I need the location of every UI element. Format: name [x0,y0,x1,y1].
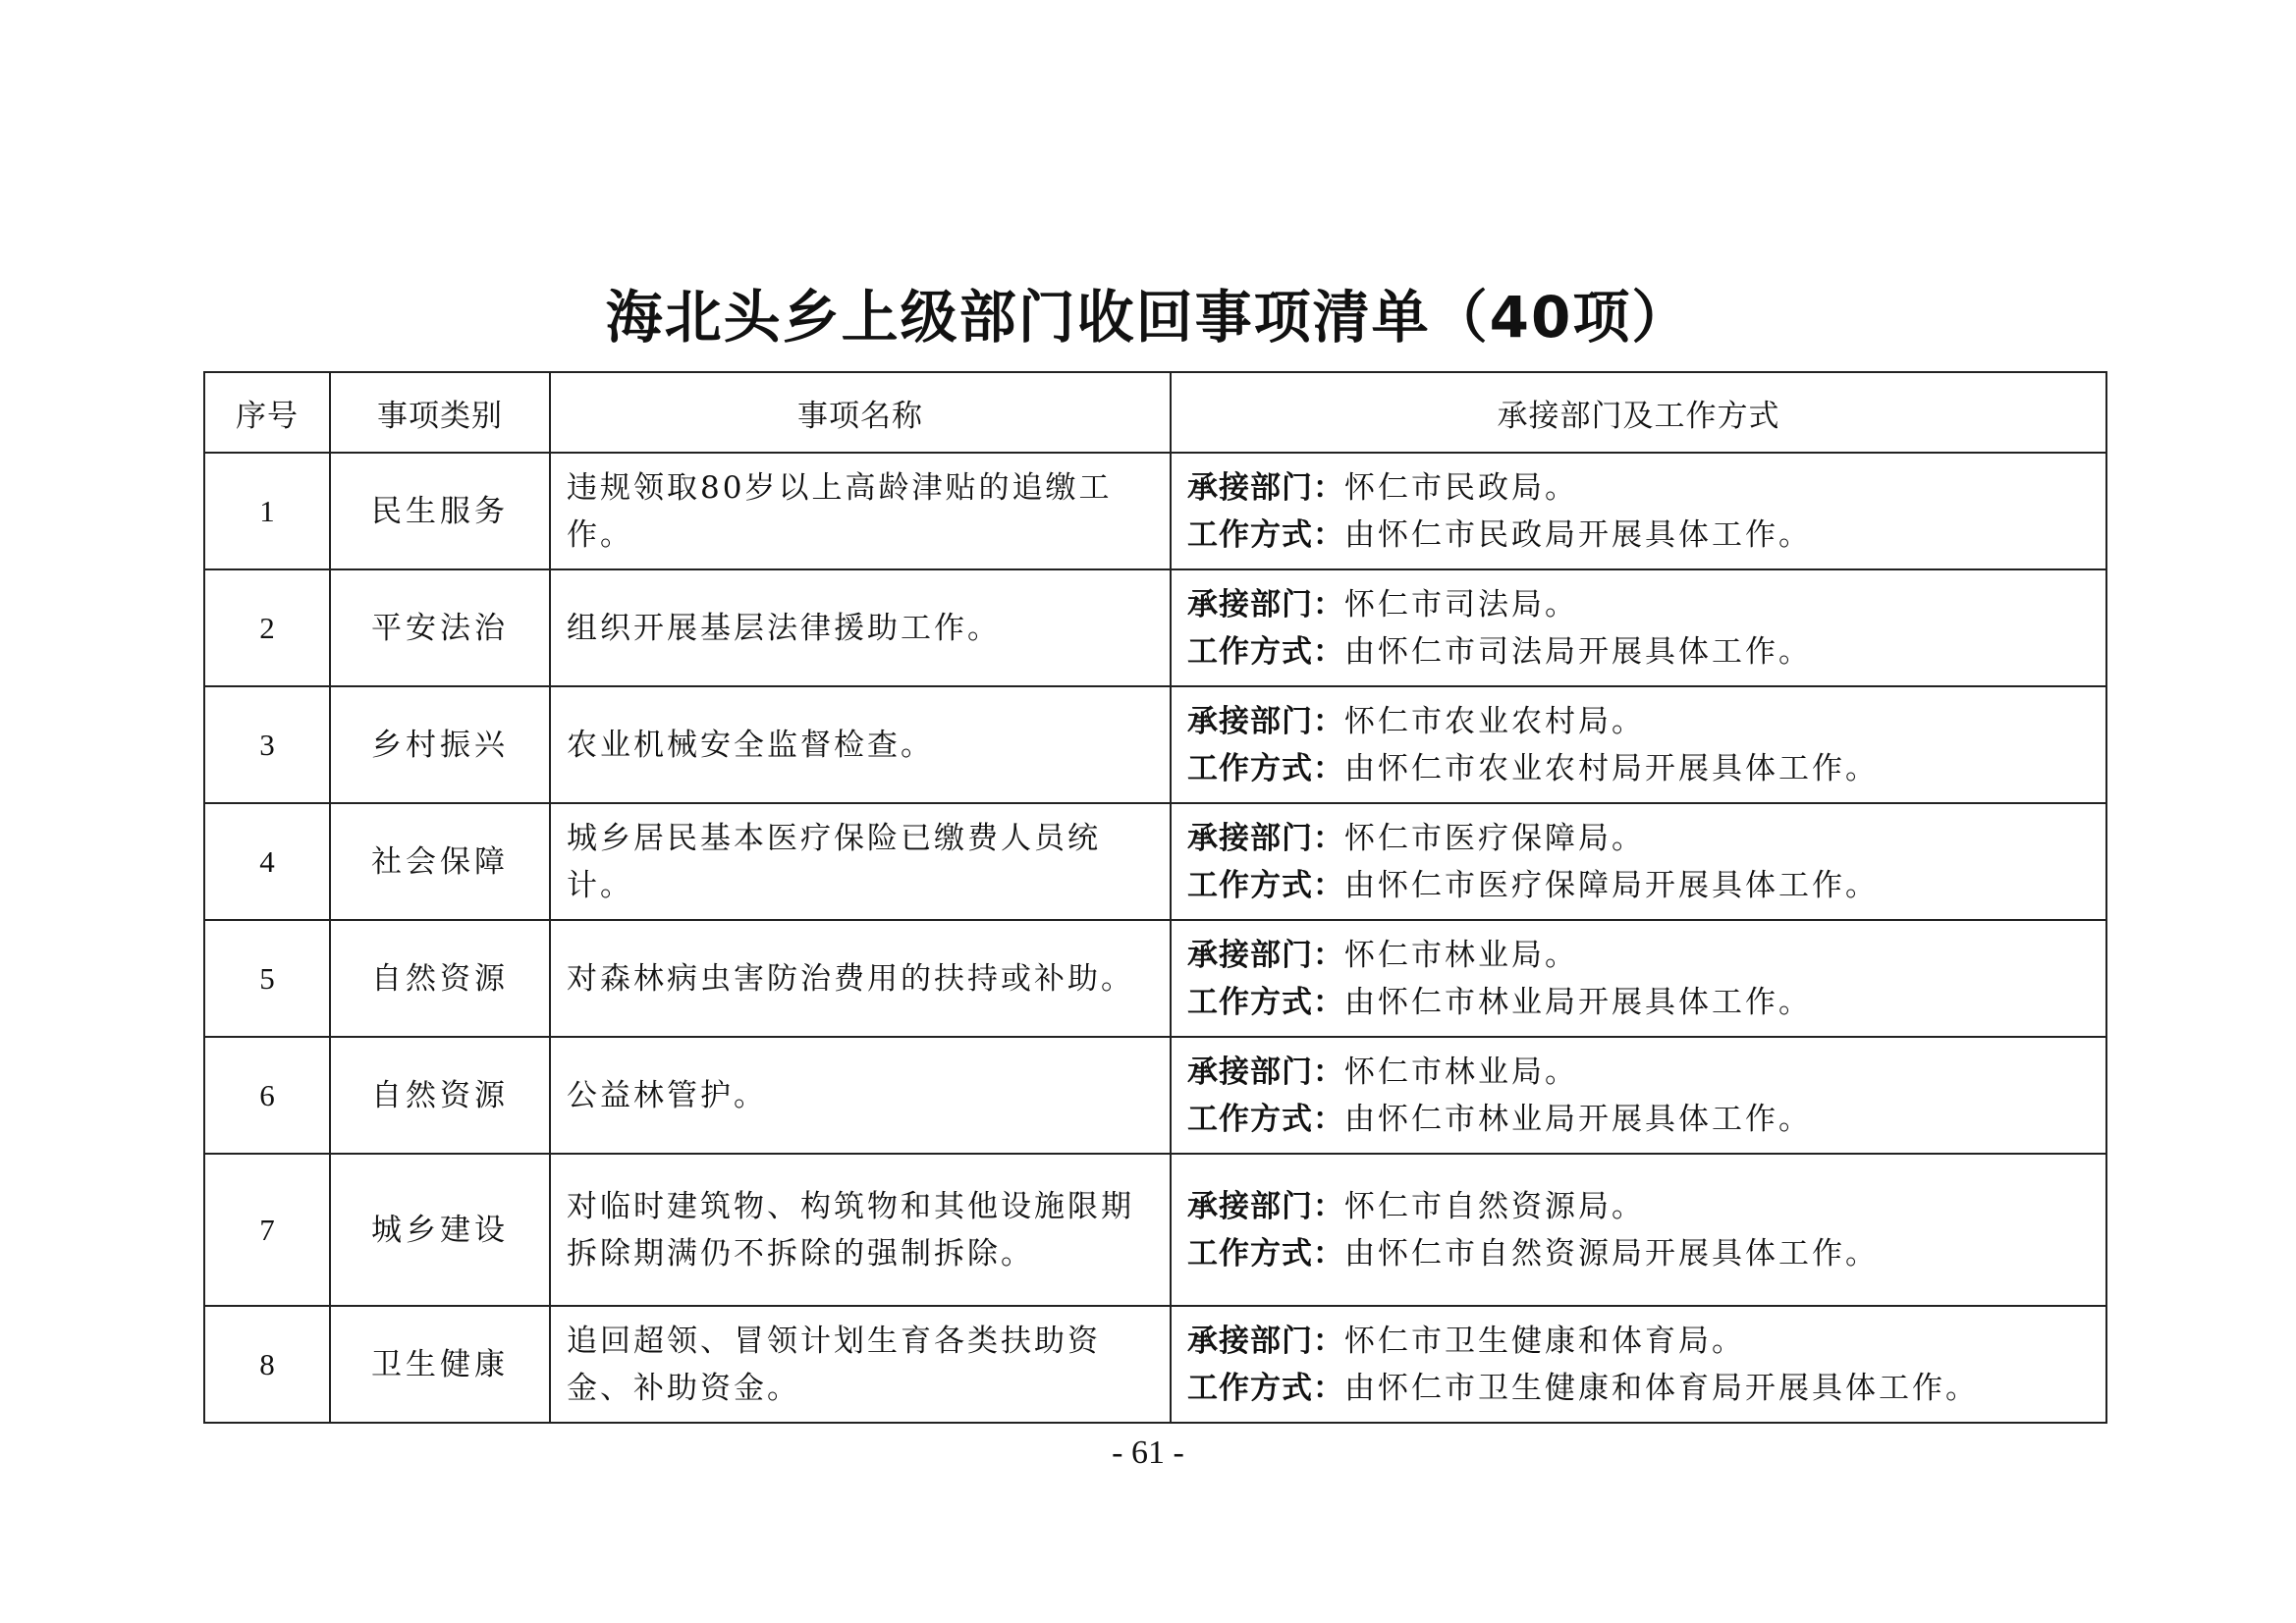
table-row [204,453,2106,569]
table-row [204,1306,2106,1423]
table-row [204,920,2106,1037]
header-name: 事项名称 [550,372,1171,453]
method-label: 工作方式： [1187,1235,1344,1271]
table-row [204,1037,2106,1154]
page-title: 海北头乡上级部门收回事项清单（40项） [605,283,1691,351]
department-line [1187,815,2105,862]
method-label: 工作方式： [1187,750,1344,786]
table-header-row [204,372,2106,453]
department-line [1187,1183,2105,1230]
row-item-name: 组织开展基层法律援助工作。 [550,569,1171,686]
method-value: 由怀仁市民政局开展具体工作。 [1344,516,1812,553]
department-line [1187,932,2105,979]
header-no: 序号 [204,372,330,453]
department-line [1187,1318,2105,1365]
method-label: 工作方式： [1187,1101,1344,1137]
row-no: 7 [204,1154,330,1306]
table-row [204,1154,2106,1306]
department-label: 承接部门： [1187,1054,1344,1090]
department-label: 承接部门： [1187,820,1344,856]
row-no: 2 [204,569,330,686]
row-no: 6 [204,1037,330,1154]
row-department-cell [1171,920,2106,1037]
department-value: 怀仁市司法局。 [1344,586,1578,622]
table-row [204,569,2106,686]
row-category: 自然资源 [330,1037,550,1154]
row-department-cell [1171,569,2106,686]
method-line [1187,979,2105,1026]
row-department-cell [1171,453,2106,569]
department-value: 怀仁市民政局。 [1344,469,1578,506]
row-item-name: 追回超领、冒领计划生育各类扶助资金、补助资金。 [550,1306,1171,1423]
row-item-name: 违规领取80岁以上高龄津贴的追缴工作。 [550,453,1171,569]
department-value: 怀仁市医疗保障局。 [1344,820,1645,856]
items-table [203,371,2107,1424]
method-label: 工作方式： [1187,867,1344,903]
row-no: 3 [204,686,330,803]
row-category: 民生服务 [330,453,550,569]
department-label: 承接部门： [1187,1323,1344,1359]
row-category: 城乡建设 [330,1154,550,1306]
method-value: 由怀仁市司法局开展具体工作。 [1344,633,1812,670]
row-department-cell [1171,1037,2106,1154]
header-category: 事项类别 [330,372,550,453]
method-label: 工作方式： [1187,1370,1344,1406]
row-no: 1 [204,453,330,569]
row-category: 自然资源 [330,920,550,1037]
method-value: 由怀仁市林业局开展具体工作。 [1344,1101,1812,1137]
page-number: - 61 - [1112,1434,1184,1471]
department-label: 承接部门： [1187,586,1344,622]
row-department-cell [1171,1154,2106,1306]
row-category: 乡村振兴 [330,686,550,803]
row-item-name: 农业机械安全监督检查。 [550,686,1171,803]
department-value: 怀仁市林业局。 [1344,1054,1578,1090]
row-no: 5 [204,920,330,1037]
row-item-name: 公益林管护。 [550,1037,1171,1154]
department-label: 承接部门： [1187,1188,1344,1224]
method-line [1187,1365,2105,1412]
method-line [1187,628,2105,676]
row-item-name: 对临时建筑物、构筑物和其他设施限期拆除期满仍不拆除的强制拆除。 [550,1154,1171,1306]
method-value: 由怀仁市自然资源局开展具体工作。 [1344,1235,1879,1271]
row-department-cell [1171,686,2106,803]
department-label: 承接部门： [1187,469,1344,506]
method-line [1187,862,2105,909]
department-line [1187,698,2105,745]
department-value: 怀仁市自然资源局。 [1344,1188,1645,1224]
method-line [1187,512,2105,559]
method-label: 工作方式： [1187,516,1344,553]
method-label: 工作方式： [1187,633,1344,670]
row-category: 平安法治 [330,569,550,686]
row-item-name: 城乡居民基本医疗保险已缴费人员统计。 [550,803,1171,920]
method-line [1187,745,2105,792]
row-category: 社会保障 [330,803,550,920]
header-department: 承接部门及工作方式 [1171,372,2106,453]
method-value: 由怀仁市林业局开展具体工作。 [1344,984,1812,1020]
department-line [1187,581,2105,628]
row-no: 4 [204,803,330,920]
method-label: 工作方式： [1187,984,1344,1020]
method-line [1187,1096,2105,1143]
row-department-cell [1171,803,2106,920]
department-label: 承接部门： [1187,703,1344,739]
row-department-cell [1171,1306,2106,1423]
department-value: 怀仁市卫生健康和体育局。 [1344,1323,1745,1359]
department-line [1187,1049,2105,1096]
department-value: 怀仁市农业农村局。 [1344,703,1645,739]
table-row [204,686,2106,803]
department-label: 承接部门： [1187,937,1344,973]
method-value: 由怀仁市卫生健康和体育局开展具体工作。 [1344,1370,1979,1406]
row-no: 8 [204,1306,330,1423]
method-value: 由怀仁市农业农村局开展具体工作。 [1344,750,1879,786]
table-row [204,803,2106,920]
method-line [1187,1230,2105,1277]
row-item-name: 对森林病虫害防治费用的扶持或补助。 [550,920,1171,1037]
department-value: 怀仁市林业局。 [1344,937,1578,973]
row-category: 卫生健康 [330,1306,550,1423]
department-line [1187,464,2105,512]
method-value: 由怀仁市医疗保障局开展具体工作。 [1344,867,1879,903]
